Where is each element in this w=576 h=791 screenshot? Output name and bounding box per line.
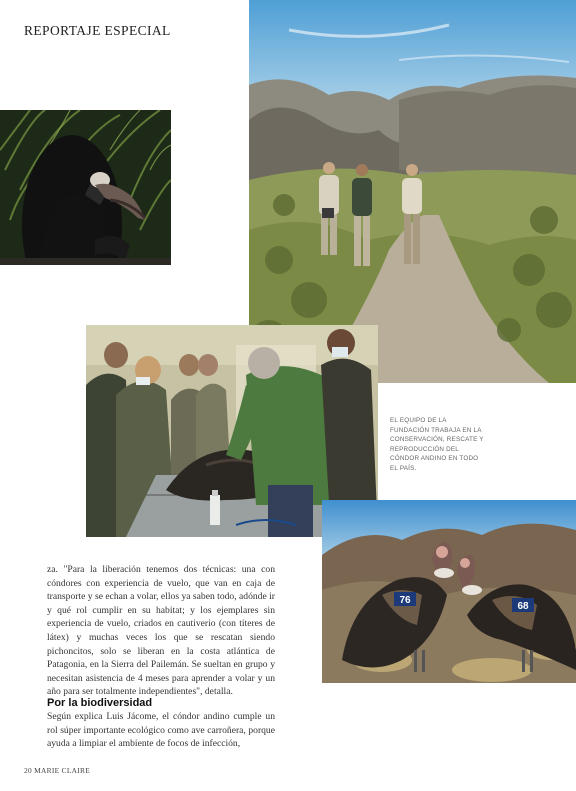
photo-caption: EL EQUIPO DE LA FUNDACIÓN TRABAJA EN LA CONSERVACIÓN, RESCATE Y REPRODUCCIÓN DEL CÓNDOR ANDINO EN TODO EL PAÍS. bbox=[390, 417, 484, 472]
condor-pair-photo bbox=[322, 500, 576, 683]
article-paragraph-2: Según explica Luis Jácome, el cóndor andino cumple un rol súper importante ecológico como ave carroñera, porque ayuda a limpiar el ambiente de focos de infección, bbox=[47, 711, 275, 750]
condor-closeup-photo bbox=[0, 110, 171, 265]
article-paragraph-1: za. "Para la liberación tenemos dos técnicas: una con cóndores con experiencia de vuelo, que van en caja de transporte y se echan a volar, ellos ya saben todo, adónde ir y qué rol cumplir en su habitat; y los ejemplares sin experiencia de vuelo, criados en cautiverio (con títeres de látex) y muchas veces los que se rescatan siendo pichoncitos, solo se liberan en la costa atlántica de Patagonia, en la Sierra del Pailemán. Se sueltan en grupo y necesitan asistencia de 4 meses para aprender a volar y un año para ser totalmente independientes", detalla. bbox=[47, 564, 275, 698]
page-folio: 20 MARIE CLAIRE bbox=[24, 766, 91, 775]
condor-tag-76: 76 bbox=[399, 595, 411, 606]
condor-tag-68: 68 bbox=[517, 601, 529, 612]
article-subheading: Por la biodiversidad bbox=[47, 697, 153, 709]
section-label: REPORTAJE ESPECIAL bbox=[24, 23, 171, 38]
